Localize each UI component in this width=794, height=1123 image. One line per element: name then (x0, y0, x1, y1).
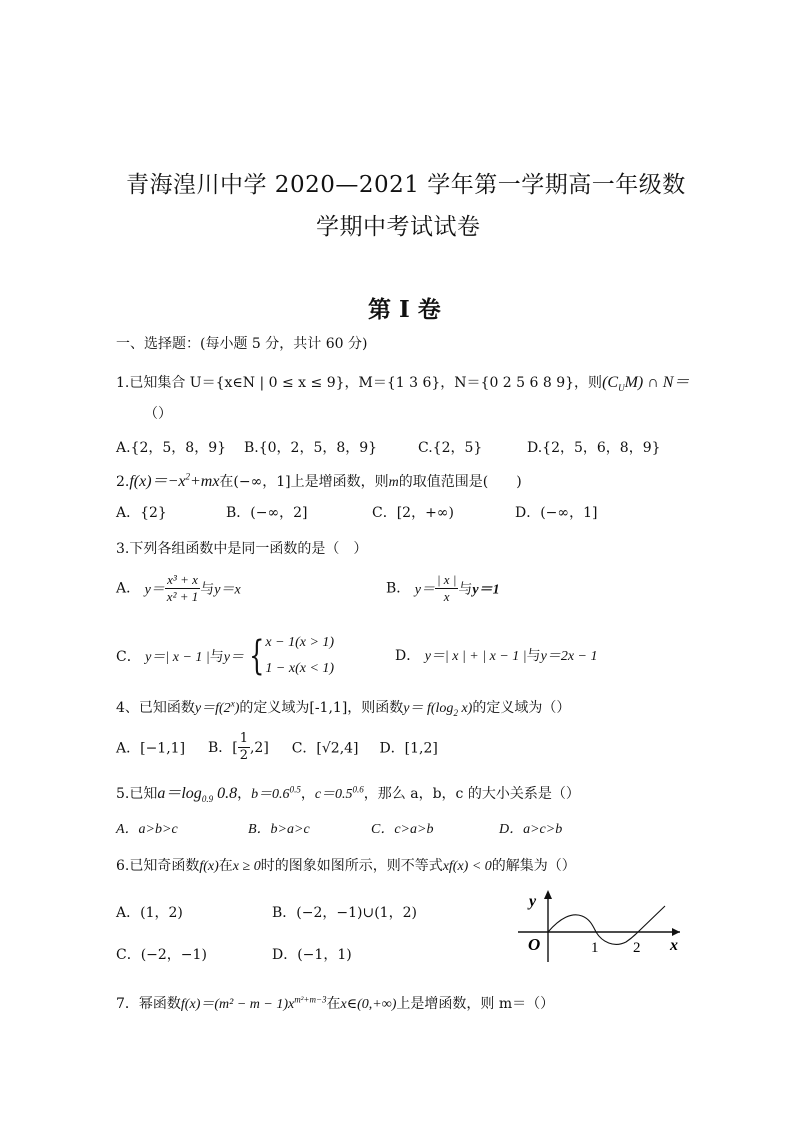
q2-option-c: C．[2，+∞) (372, 505, 454, 521)
tick-label-2: 2 (633, 940, 641, 956)
q3-option-d: D． y＝| x | + | x − 1 |与y＝2x − 1 (395, 648, 598, 664)
question-5-stem: 5.已知$a=\log_{0.9}$ 0.8，$b=0.6^{0.5}$，$c=0.5^{0.6}$，那么 a，b，c 的大小关系是（） (116, 784, 580, 805)
q3-option-c: C． y＝| x − 1 |与y＝ { x − 1(x > 1) 1 − x(x < 1) (116, 630, 334, 682)
exam-title-line1: 青海湟川中学 2020—2021 学年第一学期高一年级数 (126, 172, 686, 198)
q2-var-m: m (388, 475, 399, 490)
q2-text: 在(−∞，1]上是增函数，则 (219, 474, 389, 490)
q4-option-d: D．[1,2] (379, 740, 438, 757)
q6-option-c: C．(−2，−1) (116, 947, 207, 963)
q6-option-d: D．(−1，1) (272, 947, 352, 963)
function-curve (548, 906, 665, 944)
q2-option-a: A．{2} (116, 505, 167, 521)
q6-inequality: xf(x) < 0 (442, 859, 492, 874)
q1-option-d: D.{2，5，6，8，9} (527, 440, 661, 456)
q4-function-f: $y=f(2^x)$ (194, 698, 240, 716)
q6-option-a: A．(1，2) (116, 905, 183, 921)
q6-function: f(x) (199, 859, 219, 874)
q1-option-b: B.{0，2，5，8，9} (244, 440, 378, 456)
q3-option-b: B． y＝ $\frac{| x |}{x}$ 与y＝1 (386, 572, 500, 604)
question-2-stem (116, 468, 522, 491)
q3-c-cases: x − 1(x > 1) 1 − x(x < 1) (265, 635, 335, 676)
q2-number: 2. (116, 474, 130, 490)
x-axis-arrow-icon (672, 928, 680, 936)
q4-option-b: B．[ $\frac{1}{2}$ ,2] (207, 731, 269, 763)
q5-option-a: A．a>b>c (116, 822, 178, 837)
question-3-stem: 3.下列各组函数中是同一函数的是（ ） (116, 541, 368, 557)
q3-b-fraction: $\frac{| x |}{x}$ (436, 572, 457, 604)
q5-c: $c=0.5^{0.6}$ (314, 784, 364, 802)
part-one-heading: 第 Ⅰ 卷 (368, 296, 441, 323)
q4-options (116, 731, 438, 764)
q1-stem-text: 1.已知集合 U＝{x∈N | 0 ≤ x ≤ 9}，M＝{1 3 6}，N＝{0 2 5 6 8 9}，则 (116, 375, 603, 391)
q5-a: $a=\log_{0.9}$ 0.8 (157, 785, 238, 805)
q1-answer-paren: （） (144, 406, 172, 422)
q4-option-c: C．[√2,4] (291, 740, 359, 757)
question-1-stem (116, 369, 689, 393)
q6-option-b: B．(−2，−1)∪(1，2) (272, 905, 417, 921)
q7-domain: x∈(0,+∞) (340, 997, 397, 1012)
y-axis-arrow-icon (544, 890, 552, 899)
q5-option-c: C．c>a>b (371, 822, 434, 837)
q5-option-d: D．a>c>b (499, 822, 563, 837)
q2-text-end: 的取值范围是( ) (398, 474, 522, 490)
question-7-stem: 7．幂函数$f(x)=(m^2 - m - 1)x^{m^2+m-3}$在x∈(0,+∞)上是增函数，则 m＝（） (116, 994, 555, 1012)
q4-option-a: A．[−1,1] (116, 740, 186, 757)
q5-option-b: B．b>a>c (248, 822, 310, 837)
q6-condition: x ≥ 0 (232, 859, 261, 874)
q4-function-log: $y= f(\log_2$ x) (403, 701, 473, 718)
q2-function: $f(x)=-x^2+mx$ (129, 471, 220, 490)
q1-option-a: A.{2，5，8，9} (116, 440, 227, 456)
y-axis-label: y (529, 893, 537, 910)
q1-option-c: C.{2，5} (418, 440, 483, 456)
q5-b: $b=0.6^{0.5}$ (251, 784, 301, 802)
question-6-stem: 6.已知奇函数f(x)在x ≥ 0时的图象如图所示，则不等式xf(x) < 0的解集为（） (116, 858, 576, 874)
exam-title-line2: 学期中考试试卷 (316, 214, 481, 240)
x-axis-label: x (670, 937, 678, 954)
q1-complement: $(C_UM)$ ∩ N＝ (602, 374, 690, 394)
tick-label-1: 1 (591, 940, 599, 956)
q3-option-a: A． y＝ $\frac{\text{x³ + x}}{\text{x² + 1}}$ 与y＝x (116, 572, 241, 604)
section-heading: 一、选择题：(每小题 5 分，共计 60 分) (116, 336, 368, 352)
q7-function: $f(x)=(m^2 - m - 1)x^{m^2+m-3}$ (180, 994, 327, 1012)
q2-option-d: D．(−∞，1] (515, 505, 598, 521)
origin-label: O (528, 935, 541, 954)
q2-option-b: B．(−∞，2] (226, 505, 308, 521)
q6-function-graph (510, 888, 686, 966)
q3-c-brace: { (249, 633, 265, 679)
q3-a-fraction: $\frac{\text{x³ + x}}{\text{x² + 1}}$ (166, 572, 199, 604)
question-4-stem: 4、已知函数$y=f(2^x)$的定义域为[-1,1]，则函数$y= f(\log_2$ x)的定义域为（） (116, 698, 571, 718)
